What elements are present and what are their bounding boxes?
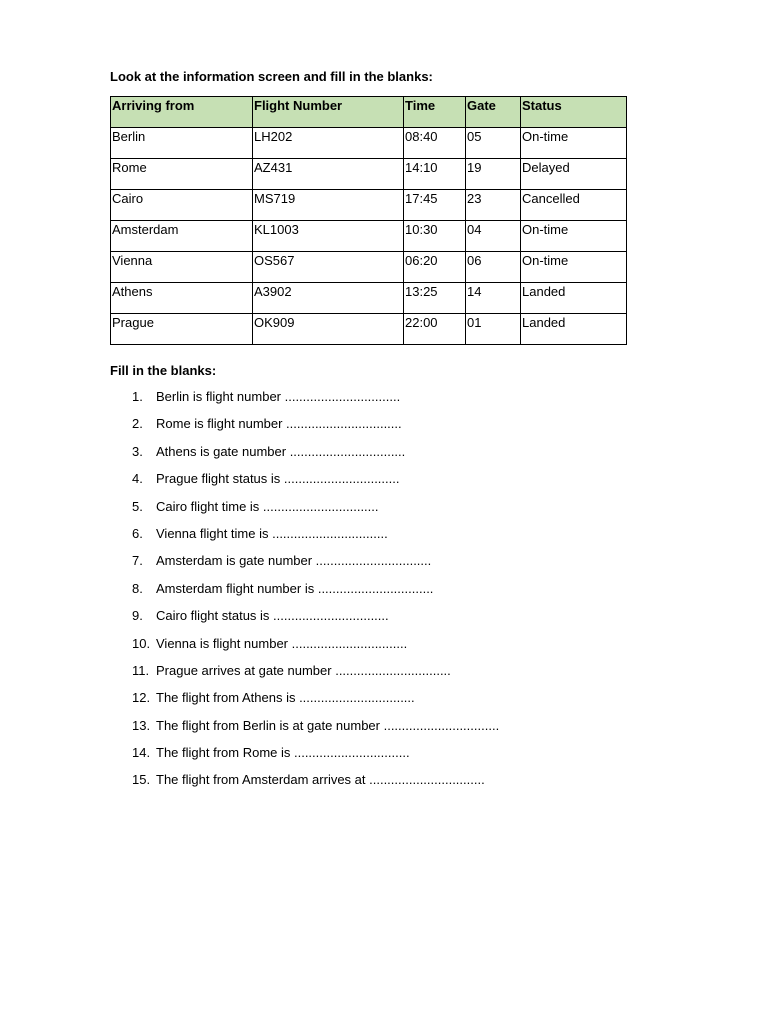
cell-time: 14:10: [404, 159, 466, 190]
cell-gate: 05: [466, 128, 521, 159]
question-number: 3.: [132, 443, 143, 459]
question-number: 7.: [132, 553, 143, 569]
cell-arriving-from: Prague: [111, 314, 253, 345]
cell-gate: 23: [466, 190, 521, 221]
header-gate: Gate: [466, 97, 521, 128]
table-row: [111, 221, 627, 252]
header-time: Time: [404, 97, 466, 128]
cell-arriving-from: Amsterdam: [111, 221, 253, 252]
question-number: 2.: [132, 416, 143, 432]
cell-gate: 19: [466, 159, 521, 190]
cell-arriving-from: Cairo: [111, 190, 253, 221]
cell-status: On-time: [521, 221, 627, 252]
table-row: [111, 159, 627, 190]
cell-status: On-time: [521, 128, 627, 159]
cell-flight-number: KL1003: [253, 221, 404, 252]
cell-time: 22:00: [404, 314, 466, 345]
question-number: 15.: [132, 772, 151, 788]
cell-time: 08:40: [404, 128, 466, 159]
cell-time: 17:45: [404, 190, 466, 221]
question-number: 9.: [132, 608, 143, 624]
table-header-row: [111, 97, 627, 128]
question-text: Amsterdam is gate number ................................: [156, 553, 432, 569]
cell-gate: 01: [466, 314, 521, 345]
cell-gate: 14: [466, 283, 521, 314]
question-text: Amsterdam flight number is ................................: [156, 580, 434, 596]
cell-flight-number: LH202: [253, 128, 404, 159]
question-text: The flight from Amsterdam arrives at ................................: [156, 772, 485, 788]
question-number: 1.: [132, 389, 143, 404]
question-number: 11.: [132, 662, 150, 678]
header-flight-number: Flight Number: [253, 97, 404, 128]
question-number: 4.: [132, 471, 143, 487]
question-text: The flight from Rome is ................................: [156, 745, 410, 761]
cell-flight-number: OS567: [253, 252, 404, 283]
cell-status: On-time: [521, 252, 627, 283]
cell-flight-number: OK909: [253, 314, 404, 345]
question-number: 5.: [132, 498, 143, 514]
cell-gate: 06: [466, 252, 521, 283]
question-text: The flight from Berlin is at gate number ................................: [156, 717, 500, 733]
cell-time: 10:30: [404, 221, 466, 252]
cell-gate: 04: [466, 221, 521, 252]
cell-status: Cancelled: [521, 190, 627, 221]
question-text: Vienna is flight number ................................: [156, 635, 408, 651]
header-arriving-from: Arriving from: [111, 97, 253, 128]
table-row: [111, 128, 627, 159]
cell-arriving-from: Rome: [111, 159, 253, 190]
question-text: Cairo flight time is ................................: [156, 498, 379, 514]
cell-arriving-from: Vienna: [111, 252, 253, 283]
question-number: 12.: [132, 690, 151, 706]
cell-flight-number: A3902: [253, 283, 404, 314]
question-text: Athens is gate number ................................: [156, 443, 406, 459]
question-text: Prague flight status is ................................: [156, 471, 400, 487]
question-text: Cairo flight status is ................................: [156, 608, 389, 624]
table-row: [111, 314, 627, 345]
question-text: The flight from Athens is ................................: [156, 690, 415, 706]
question-number: 8.: [132, 580, 143, 596]
cell-status: Delayed: [521, 159, 627, 190]
table-row: [111, 283, 627, 314]
header-status: Status: [521, 97, 627, 128]
cell-time: 13:25: [404, 283, 466, 314]
flight-info-table: [110, 96, 627, 345]
fill-in-heading: Fill in the blanks:: [110, 363, 217, 378]
question-number: 10.: [132, 635, 151, 651]
cell-status: Landed: [521, 314, 627, 345]
cell-flight-number: MS719: [253, 190, 404, 221]
question-text: Prague arrives at gate number ................................: [156, 662, 451, 678]
question-text: Rome is flight number ................................: [156, 416, 402, 432]
question-number: 6.: [132, 525, 143, 541]
instruction-heading: Look at the information screen and fill in the blanks:: [110, 69, 433, 84]
cell-arriving-from: Berlin: [111, 128, 253, 159]
question-number: 13.: [132, 717, 151, 733]
question-text: Vienna flight time is ................................: [156, 525, 388, 541]
table-row: [111, 252, 627, 283]
question-number: 14.: [132, 745, 151, 761]
table-row: [111, 190, 627, 221]
cell-time: 06:20: [404, 252, 466, 283]
cell-flight-number: AZ431: [253, 159, 404, 190]
question-text: Berlin is flight number ................................: [156, 389, 401, 404]
cell-arriving-from: Athens: [111, 283, 253, 314]
cell-status: Landed: [521, 283, 627, 314]
